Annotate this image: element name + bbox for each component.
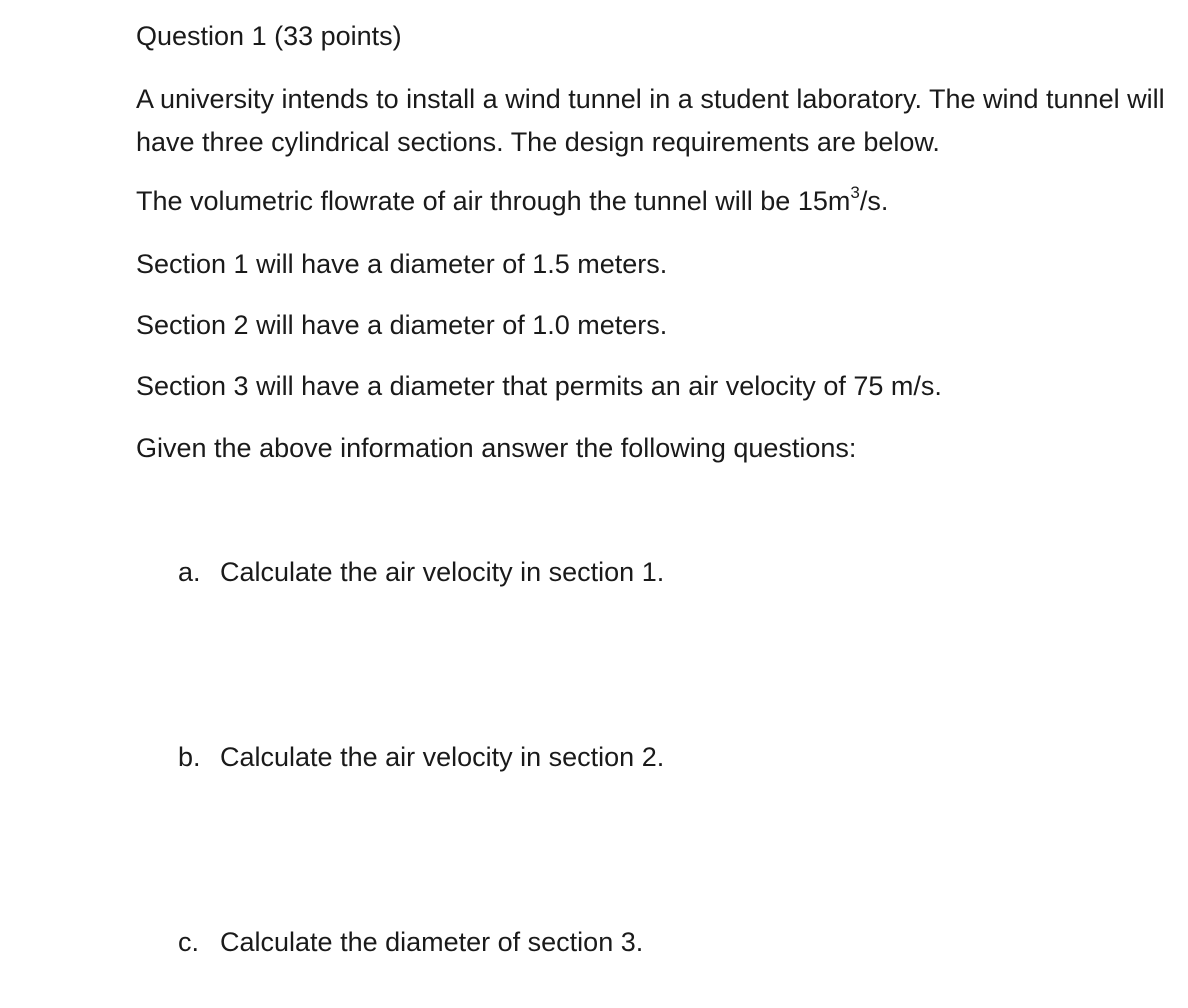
- flowrate-requirement: [136, 185, 888, 217]
- flowrate-text: The volumetric flowrate of air through the tunnel will be 15m: [136, 186, 851, 216]
- flowrate-unit: /s.: [859, 186, 889, 216]
- intro-paragraph: A university intends to install a wind tunnel in a student laboratory. The wind tunnel will have three cylindrical sections. The design requirements are below.: [136, 84, 1165, 157]
- question-c-marker: c.: [178, 927, 200, 957]
- question-heading: Question 1 (33 points): [136, 21, 402, 51]
- question-a: [178, 556, 664, 588]
- question-b-text: Calculate the air velocity in section 2.: [220, 742, 665, 772]
- question-b-marker: b.: [178, 742, 201, 772]
- question-a-text: Calculate the air velocity in section 1.: [220, 557, 665, 587]
- question-c-text: Calculate the diameter of section 3.: [220, 927, 644, 957]
- question-b: [178, 741, 664, 773]
- instructions-prompt: Given the above information answer the following questions:: [136, 433, 857, 463]
- section-1-requirement: Section 1 will have a diameter of 1.5 meters.: [136, 249, 668, 279]
- flowrate-exponent: 3: [850, 183, 860, 202]
- section-2-requirement: Section 2 will have a diameter of 1.0 meters.: [136, 310, 668, 340]
- question-a-marker: a.: [178, 557, 201, 587]
- section-3-requirement: Section 3 will have a diameter that permits an air velocity of 75 m/s.: [136, 371, 942, 401]
- question-c: [178, 926, 643, 958]
